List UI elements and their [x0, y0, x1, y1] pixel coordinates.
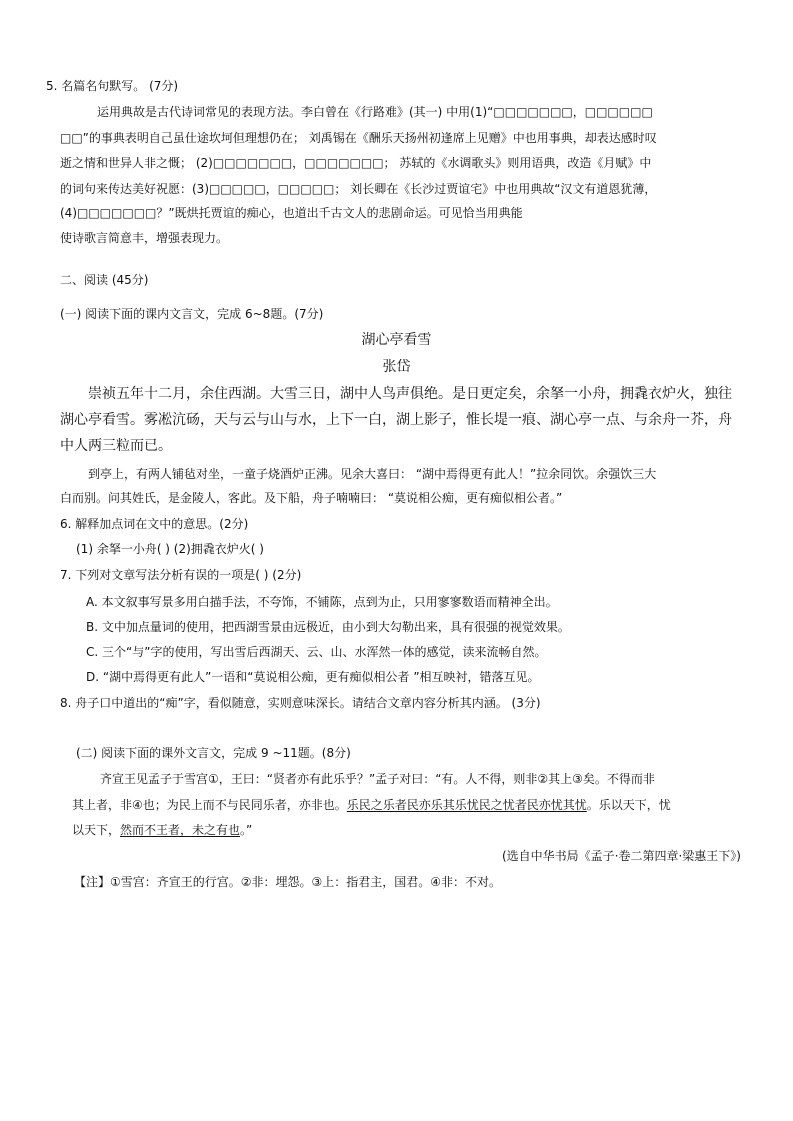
q5-line-3: 逝之情和世异人非之慨； (2)□□□□□□□，□□□□□□□； 苏轼的《水调歌头》则用语典，改造《月赋》中 [60, 156, 652, 170]
underlined-sentence-2: 然而不王者，未之有也 [120, 823, 241, 837]
q5-line-4: 的词句来传达美好祝愿：(3)□□□□□，□□□□□； 刘长卿在《长沙过贾谊宅》中也用典故“汉文有道恩犹薄， [60, 182, 657, 196]
passage-author: 张岱 [382, 359, 411, 375]
q6-items: (1) 余拏一小舟( ) (2)拥毳衣炉火( ) [76, 542, 264, 556]
q7-option-b: B. 文中加点量词的使用，把西湖雪景由远极近，由小到大勾勒出来，具有很强的视觉效果。 [86, 620, 570, 634]
q5-line-5: (4)□□□□□□□？”既烘托贾谊的痴心，也道出千古文人的悲剧命运。可见恰当用典能 [60, 206, 523, 220]
passage-para1-line3: 中人两三粒而已。 [60, 438, 172, 454]
q6-heading: 6. 解释加点词在文中的意思。(2分) [60, 517, 249, 531]
passage-para2-line2: 白而别。问其姓氏，是金陵人，客此。及下船，舟子喃喃曰： “莫说相公痴，更有痴似相公者。” [60, 491, 563, 505]
underlined-sentence-1: 乐民之乐者民亦乐其乐忧民之忧者民亦忧其忧 [346, 798, 587, 812]
section-heading: 二、阅读 (45分) [60, 273, 149, 287]
q7-option-d: D. “湖中焉得更有此人”一语和“莫说相公痴，更有痴似相公者 ”相互映衬，错落互见。 [86, 670, 540, 684]
q5-heading: 5. 名篇名句默写。 (7分) [46, 79, 179, 93]
part1-intro: (一) 阅读下面的课内文言文，完成 6~8题。(7分) [60, 307, 324, 321]
q5-line-2: □□”的事典表明自己虽仕途坎坷但理想仍在； 刘禹锡在《酬乐天扬州初逢席上见赠》中也用事典，却表达感时叹 [60, 131, 657, 145]
q7-heading: 7. 下列对文章写法分析有误的一项是( ) (2分) [60, 568, 302, 582]
passage-notes: 【注】①雪宫：齐宣王的行宫。②非：埋怨。③上：指君主，国君。④非：不对。 [74, 875, 502, 889]
passage-para1-line2: 湖心亭看雪。雾凇沆砀，天与云与山与水，上下一白，湖上影子，惟长堤一痕、湖心亭一点、与余舟一芥，舟 [60, 412, 732, 428]
q7-option-c: C. 三个“与”字的使用，写出雪后西湖天、云、山、水浑然一体的感觉，读来流畅自然。 [86, 645, 547, 659]
part2-line3-end: 。” [240, 823, 253, 837]
q5-line-6: 使诗歌言简意丰，增强表现力。 [60, 231, 229, 245]
passage-para1-line1: 崇祯五年十二月，余住西湖。大雪三日，湖中人鸟声俱绝。是日更定矣，余拏一小舟，拥毳衣炉火，独往 [88, 386, 732, 402]
q7-option-a: A. 本文叙事写景多用白描手法，不夸饰，不铺陈，点到为止，只用寥寥数语而精神全出。 [86, 595, 558, 609]
part2-intro: (二) 阅读下面的课外文言文，完成 9 ~11题。(8分) [76, 746, 351, 760]
part2-line2-end: 。乐以天下，忧 [586, 798, 671, 812]
q5-line-1: 运用典故是古代诗词常见的表现方法。李白曾在《行路难》(其一) 中用(1)“□□□□□□□，□□□□□□ [97, 105, 653, 119]
passage-source: (选自中华书局《孟子·卷二第四章·梁惠王下》) [502, 849, 741, 863]
part2-line2-text: 其上者，非④也；为民上而不与民同乐者，亦非也。 [72, 798, 347, 812]
passage-para2-line1: 到亭上，有两人铺毡对坐，一童子烧酒炉正沸。见余大喜曰： “湖中焉得更有此人！”拉余同饮。余强饮三大 [88, 467, 657, 481]
part2-passage-line1: 齐宣王见孟子于雪宫①，王曰：“贤者亦有此乐乎？”孟子对曰：“有。人不得，则非②其上③矣。不得而非 [100, 772, 655, 786]
passage-title: 湖心亭看雪 [361, 332, 432, 348]
part2-passage-line2 [72, 797, 671, 813]
q8-heading: 8. 舟子口中道出的“痴”字，看似随意，实则意味深长。请结合文章内容分析其内涵。 (3分) [60, 696, 541, 710]
part2-passage-line3 [72, 822, 252, 838]
part2-line3-text: 以天下， [72, 823, 121, 837]
